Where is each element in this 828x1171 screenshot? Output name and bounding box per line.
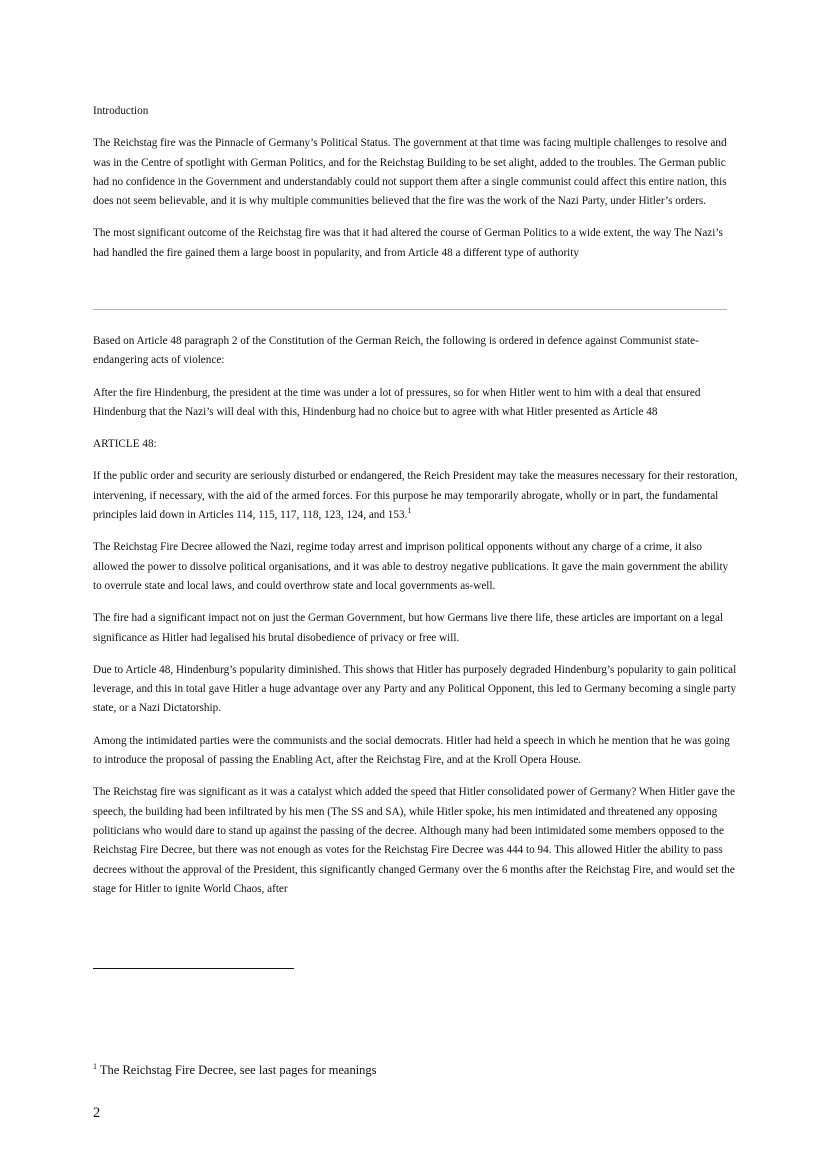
article-text-paragraph [93, 467, 738, 525]
footnote-mark: 1 [93, 1062, 97, 1071]
popularity-paragraph: Due to Article 48, Hindenburg’s popularity diminished. This shows that Hitler has purposely degraded Hindenburg’s popularity to gain political leverage, and this in total gave Hitler a huge advantage over any Party and any Political Opponent, this led to Germany becoming a single party state, or a Nazi Dictatorship. [93, 663, 737, 715]
footnote-reference[interactable]: 1 [407, 506, 412, 516]
intro-paragraph: The Reichstag fire was the Pinnacle of Germany’s Political Status. The government at that time was facing multiple challenges to resolve and was in the Centre of spotlight with German Politics, and for the Reichstag Building to be set alight, added to the troubles. The German public had no confidence in the Government and understandably could not support them after a single communist could affect this entire nation, this does not seem believable, and it is why multiple communities believed that the fire was the work of the Nazi Party, under Hitler’s orders. [93, 137, 727, 208]
article-text: If the public order and security are seriously disturbed or endangered, the Reich President may take the measures necessary for their restoration, intervening, if necessary, with the aid of the armed forces. For this purpose he may temporarily abrogate, wholly or in part, the fundamental principles laid down in Articles 114, 115, 117, 118, 123, 124, and 153. [93, 470, 738, 522]
section-divider [93, 309, 727, 310]
decree-intro-paragraph: Based on Article 48 paragraph 2 of the Constitution of the German Reich, the following is ordered in defence against Communist state-endangering acts of violence: [93, 335, 699, 367]
footnote [93, 1061, 693, 1079]
footnote-text: The Reichstag Fire Decree, see last pages for meanings [99, 1063, 377, 1077]
outcome-paragraph: The most significant outcome of the Reichstag fire was that it had altered the course of German Politics to a wide extent, the way The Nazi’s had handled the fire gained them a large boost in popularity, and from Article 48 a different type of authority [93, 227, 723, 259]
significance-paragraph: The Reichstag fire was significant as it was a catalyst which added the speed that Hitler consolidated power of Germany? When Hitler gave the speech, the building had been infiltrated by his men (The SS and SA), while Hitler spoke, his men intimidated and threatened any opposing politicians who would dare to stand up against the passing of the decree. Although many had been intimidated some members opposed to the Reichstag Fire Decree, but there was not enough as votes for the Reichstag Fire Decree was 444 to 94. This allowed Hitler the ability to pass decrees without the approval of the President, this significantly changed Germany over the 6 months after the Reichstag Fire, and would set the stage for Hitler to ignite World Chaos, after [93, 786, 735, 895]
intimidated-parties-paragraph: Among the intimidated parties were the communists and the social democrats. Hitler had held a speech in which he mention that he was going to introduce the proposal of passing the Enabling Act, after the Reichstag Fire, and at the Kroll Opera House. [93, 734, 730, 767]
article-heading: ARTICLE 48: [93, 438, 157, 451]
hindenburg-paragraph: After the fire Hindenburg, the president at the time was under a lot of pressures, so for when Hitler went to him with a deal that ensured Hindenburg that the Nazi’s will deal with this, Hindenburg had no choice but to agree with what Hitler presented as Article 48 [93, 386, 701, 418]
decree-section [93, 332, 738, 912]
decree-effects-paragraph: The Reichstag Fire Decree allowed the Nazi, regime today arrest and imprison political opponents without any charge of a crime, it also allowed the power to dissolve political organisations, and it was able to destroy negative publications. It gave the main government the ability to overrule state and local laws, and could overthrow state and local governments as-well. [93, 541, 729, 592]
footnote-separator [93, 968, 294, 969]
section-heading: Introduction [93, 105, 149, 117]
impact-paragraph: The fire had a significant impact not on just the German Government, but how Germans live there life, these articles are important on a legal significance as Hitler had legalised his brutal disobedience of privacy or free will. [93, 612, 724, 644]
introduction-section [93, 102, 738, 263]
page-number: 2 [93, 1105, 101, 1121]
